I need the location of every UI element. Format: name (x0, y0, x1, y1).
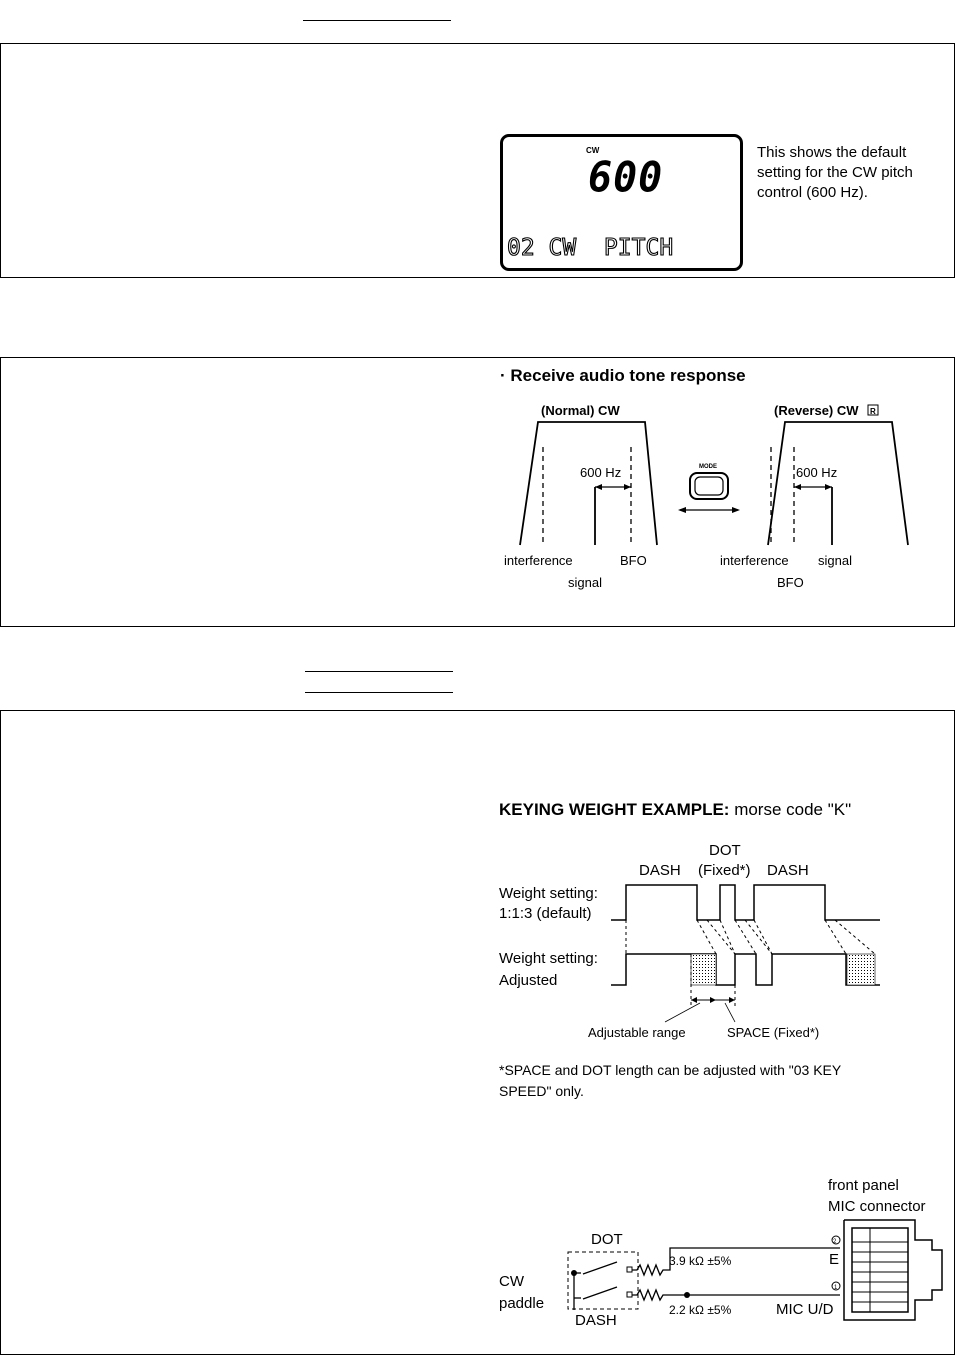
paddle-dot-label: DOT (591, 1231, 623, 1248)
footnote-line2: SPEED" only. (499, 1083, 584, 1099)
mode-switch-arrowhead-right (732, 507, 740, 513)
space-fixed-label: SPACE (Fixed*) (727, 1025, 820, 1040)
normal-freq-label: 600 Hz (580, 465, 622, 480)
resistor-2 (632, 1290, 840, 1300)
paddle-paddle-label: paddle (499, 1295, 545, 1312)
paddle-wiring-diagram (495, 1170, 950, 1335)
adjustable-range-label: Adjustable range (588, 1025, 686, 1040)
mode-button-label: MODE (699, 464, 717, 470)
dot-fixed-label: (Fixed*) (698, 862, 751, 879)
weight1-line2: 1:1:3 (default) (499, 905, 592, 922)
normal-bfo-label: BFO (620, 553, 647, 568)
normal-freq-arrowhead-right (624, 484, 631, 490)
footnote-line1: *SPACE and DOT length can be adjusted with "03 KEY (499, 1062, 842, 1078)
default-waveform (611, 885, 880, 920)
tone-response-title: · Receive audio tone response (500, 366, 746, 385)
keying-weight-title-rest: morse code "K" (729, 800, 852, 819)
top-heading-underline (303, 20, 451, 21)
lcd-value: 600 (588, 153, 664, 203)
dash-right-label: DASH (767, 862, 809, 879)
paddle-dash-label: DASH (575, 1312, 617, 1329)
pin-mic-label: MIC U/D (776, 1301, 834, 1318)
lcd-mode-label: CW (586, 146, 600, 155)
paddle-cw-label: CW (499, 1273, 524, 1290)
paddle-box (568, 1252, 638, 1309)
dash-left-label: DASH (639, 862, 681, 879)
adjust-shade-2 (847, 954, 875, 985)
mode-button-inner (695, 477, 723, 495)
pin-e-label: E (829, 1251, 840, 1268)
mic-connector-label: MIC connector (828, 1198, 926, 1215)
lcd-display (500, 134, 743, 271)
resistor-1 (632, 1248, 840, 1275)
weight1-line1: Weight setting: (499, 885, 598, 902)
lcd-menu-text: 02 CW PITCH (507, 235, 674, 261)
dash-switch (583, 1287, 617, 1299)
range-arrowhead-l (691, 997, 697, 1003)
reverse-freq-arrowhead-left (794, 484, 801, 490)
keying-weight-title-bold: KEYING WEIGHT EXAMPLE: (499, 800, 730, 819)
resistor1-label: 3.9 kΩ ±5% (669, 1254, 732, 1268)
weight2-line1: Weight setting: (499, 950, 598, 967)
adjust-shade-1 (691, 954, 716, 985)
pitch-caption-line-1: This shows the default (757, 144, 907, 161)
normal-freq-arrowhead-left (595, 484, 602, 490)
pitch-caption (757, 143, 913, 203)
mid-heading-rule-2 (305, 692, 453, 693)
keying-weight-diagram (495, 835, 935, 1105)
normal-passband (520, 422, 657, 545)
range-arrowhead-r2 (729, 997, 735, 1003)
mode-switch-arrowhead-left (678, 507, 686, 513)
ground-junction (684, 1292, 690, 1298)
dot-switch (583, 1262, 617, 1274)
adjustable-leader (665, 1003, 700, 1022)
tone-response-diagram (498, 395, 928, 595)
space-leader (725, 1003, 735, 1022)
reverse-passband (768, 422, 908, 545)
reverse-interference-label: interference (720, 553, 789, 568)
pitch-caption-line-2: setting for the CW pitch (757, 164, 913, 181)
mic-connector (844, 1220, 942, 1320)
adjusted-waveform (611, 954, 880, 985)
front-panel-label: front panel (828, 1177, 899, 1194)
reverse-bfo-label: BFO (777, 575, 804, 590)
normal-interference-label: interference (504, 553, 573, 568)
pin-1-label: 1 (834, 1285, 838, 1291)
range-arrowhead-r (710, 997, 716, 1003)
resistor2-label: 2.2 kΩ ±5% (669, 1303, 732, 1317)
reverse-signal-label: signal (818, 553, 852, 568)
mid-heading-rule-1 (305, 671, 453, 672)
reverse-freq-arrowhead-right (825, 484, 832, 490)
reverse-freq-label: 600 Hz (796, 465, 838, 480)
normal-label: (Normal) CW (541, 403, 620, 418)
keying-weight-title (499, 800, 851, 820)
reverse-badge: R (870, 407, 876, 416)
pitch-caption-line-3: control (600 Hz). (757, 184, 868, 201)
dot-label: DOT (709, 842, 741, 859)
normal-signal-label: signal (568, 575, 602, 590)
projection-lines (626, 920, 875, 1007)
weight2-line2: Adjusted (499, 972, 558, 989)
reverse-label: (Reverse) CW (774, 403, 859, 418)
pin-2-label: 2 (833, 1239, 837, 1245)
